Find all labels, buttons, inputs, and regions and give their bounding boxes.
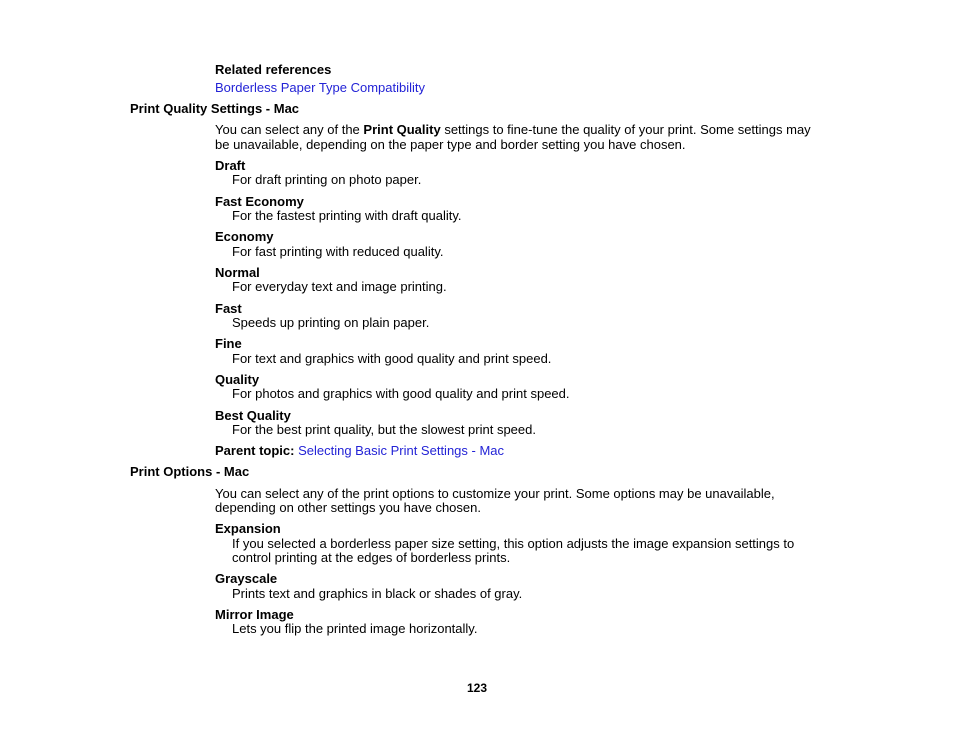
related-references-heading: Related references	[215, 62, 332, 77]
quality-term-fast-economy: Fast Economy	[215, 194, 304, 209]
parent-topic-label: Parent topic:	[215, 443, 295, 458]
print-options-title: Print Options - Mac	[130, 464, 250, 479]
quality-desc-normal: For everyday text and image printing.	[232, 279, 447, 294]
selecting-basic-print-settings-link[interactable]: Selecting Basic Print Settings - Mac	[298, 443, 505, 458]
print-quality-intro-line1: You can select any of the Print Quality settings to fine-tune the quality of your print. Some settings may	[215, 122, 811, 137]
print-quality-settings-title: Print Quality Settings - Mac	[130, 101, 300, 116]
page-number: 123	[466, 681, 488, 695]
quality-desc-fast: Speeds up printing on plain paper.	[232, 315, 430, 330]
quality-term-normal: Normal	[215, 265, 260, 280]
quality-desc-best-quality: For the best print quality, but the slowest print speed.	[232, 422, 536, 437]
quality-term-fast: Fast	[215, 301, 242, 316]
quality-desc-fast-economy: For the fastest printing with draft quality.	[232, 208, 462, 223]
quality-term-fine: Fine	[215, 336, 242, 351]
quality-desc-draft: For draft printing on photo paper.	[232, 172, 422, 187]
option-term-expansion: Expansion	[215, 521, 281, 536]
quality-desc-quality: For photos and graphics with good quality and print speed.	[232, 386, 570, 401]
quality-term-best-quality: Best Quality	[215, 408, 291, 423]
option-term-mirror-image: Mirror Image	[215, 607, 294, 622]
quality-term-draft: Draft	[215, 158, 246, 173]
quality-term-economy: Economy	[215, 229, 274, 244]
option-desc-mirror-image: Lets you flip the printed image horizontally.	[232, 621, 478, 636]
quality-desc-economy: For fast printing with reduced quality.	[232, 244, 444, 259]
option-term-grayscale: Grayscale	[215, 571, 278, 586]
option-desc-grayscale: Prints text and graphics in black or shades of gray.	[232, 586, 523, 601]
print-options-intro-line2: depending on other settings you have chosen.	[215, 500, 481, 515]
quality-term-quality: Quality	[215, 372, 260, 387]
option-desc-expansion-line2: control printing at the edges of borderless prints.	[232, 550, 511, 565]
borderless-paper-type-link[interactable]: Borderless Paper Type Compatibility	[215, 80, 426, 95]
parent-topic	[215, 443, 504, 459]
print-quality-intro-line2: be unavailable, depending on the paper type and border setting you have chosen.	[215, 137, 686, 152]
print-options-intro-line1: You can select any of the print options to customize your print. Some options may be unavailable,	[215, 486, 775, 501]
option-desc-expansion-line1: If you selected a borderless paper size setting, this option adjusts the image expansion settings to	[232, 536, 795, 551]
quality-desc-fine: For text and graphics with good quality and print speed.	[232, 351, 552, 366]
